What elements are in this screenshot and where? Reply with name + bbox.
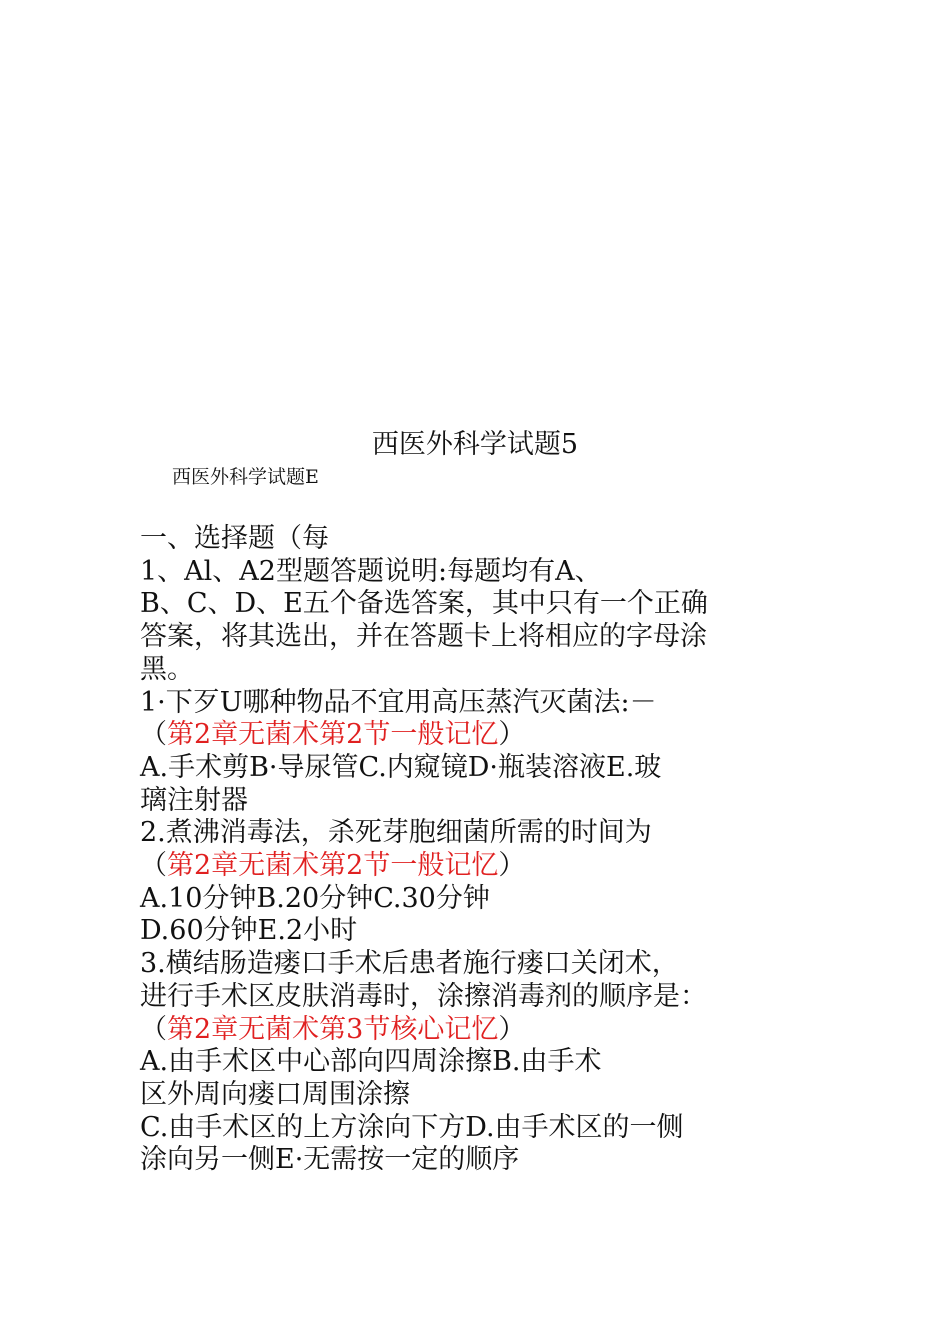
- instruction-line: B、C、D、E五个备选答案，其中只有一个正确: [140, 588, 708, 620]
- tag-close-paren: ）: [498, 850, 526, 882]
- question-3-options: 涂向另一侧E·无需按一定的顺序: [140, 1144, 520, 1176]
- question-1-options: 璃注射器: [140, 784, 248, 816]
- question-2-options: A.10分钟B.20分钟C.30分钟: [140, 882, 490, 914]
- question-1-stem: 1·下歹U哪种物品不宜用高压蒸汽灭菌法:－: [140, 686, 657, 718]
- chapter-tag: 第2章无菌术第2节一般记忆: [167, 850, 499, 882]
- chapter-tag: 第2章无菌术第2节一般记忆: [167, 719, 499, 751]
- question-2-options: D.60分钟E.2小时: [140, 915, 358, 947]
- document-title: 西医外科学试题5: [371, 429, 579, 460]
- tag-open-paren: （: [140, 1013, 167, 1045]
- document-subtitle: 西医外科学试题E: [172, 466, 319, 488]
- tag-close-paren: ）: [498, 1013, 526, 1045]
- question-3-stem: 进行手术区皮肤消毒时，涂擦消毒剂的顺序是：: [140, 980, 707, 1012]
- section-heading: 一、选择题（每: [140, 523, 329, 554]
- question-3-options: C.由手术区的上方涂向下方D.由手术区的一侧: [140, 1111, 684, 1143]
- instruction-line: 黑。: [140, 653, 194, 685]
- question-3-stem: 3.横结肠造瘘口手术后患者施行瘘口关闭术，: [140, 948, 679, 980]
- question-2-tag: [140, 850, 830, 883]
- instruction-line: 答案，将其选出，并在答题卡上将相应的字母涂: [140, 621, 707, 653]
- chapter-tag: 第2章无菌术第3节核心记忆: [167, 1013, 499, 1045]
- question-1-tag: [140, 719, 830, 752]
- tag-open-paren: （: [140, 850, 167, 882]
- document-body: [140, 523, 830, 1177]
- instruction-line: 1、Al、A2型题答题说明:每题均有A、: [140, 555, 602, 587]
- tag-close-paren: ）: [498, 719, 526, 751]
- question-3-options: 区外周向瘘口周围涂擦: [140, 1078, 410, 1110]
- question-3-options: A.由手术区中心部向四周涂擦B.由手术: [140, 1046, 602, 1078]
- question-3-tag: [140, 1014, 830, 1047]
- tag-open-paren: （: [140, 719, 167, 751]
- question-2-stem: 2.煮沸消毒法，杀死芽胞细菌所需的时间为: [140, 817, 652, 849]
- question-1-options: A.手术剪B·导尿管C.内窥镜D·瓶装溶液E.玻: [140, 751, 662, 783]
